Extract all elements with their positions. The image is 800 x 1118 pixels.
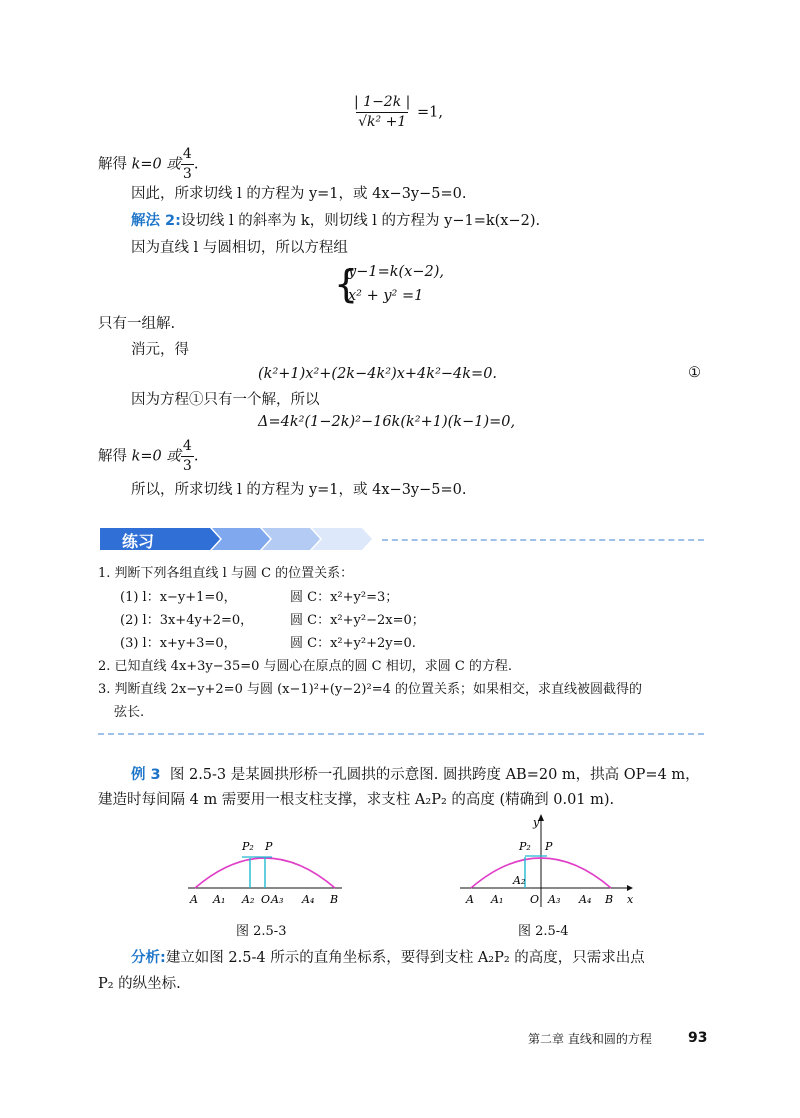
fig1-label-A4: A₄ [302, 893, 315, 906]
solve-end: . [193, 156, 199, 173]
system-eq1: y−1=k(x−2), [348, 264, 444, 280]
since-eq-line: 因为方程①只有一个解，所以 [131, 392, 320, 408]
fig1-label-A1: A₁ [213, 893, 226, 906]
practice-divider-bottom [98, 733, 704, 735]
practice-sub-3-left: (3) l：x+y+3=0， [120, 636, 237, 651]
practice-sub-1-left: (1) l：x−y+1=0， [120, 590, 237, 605]
example3-line2: 建造时每间隔 4 m 需要用一根支柱支撑，求支柱 A₂P₂ 的高度 (精确到 0.01 m). [98, 792, 615, 808]
therefore-line: 因此，所求切线 l 的方程为 y=1，或 4x−3y−5=0. [131, 186, 467, 202]
thus-line: 所以，所求切线 l 的方程为 y=1，或 4x−3y−5=0. [131, 482, 467, 498]
frac2-num: 4 [182, 438, 192, 454]
analysis-line2: P₂ 的纵坐标. [98, 976, 181, 992]
figure-arch-1 [180, 830, 350, 910]
figure2-caption: 图 2.5-4 [518, 924, 569, 939]
practice-sub-2-right: 圆 C：x²+y²−2x=0； [290, 613, 425, 628]
banner-shape-3 [262, 528, 320, 550]
page-number: 93 [688, 1030, 708, 1046]
solve-line-1 [98, 146, 198, 183]
figure1-caption: 图 2.5-3 [236, 924, 287, 939]
fig2-label-O: O [530, 893, 540, 906]
fig2-label-A3: A₃ [548, 893, 561, 906]
frac-num: 4 [182, 146, 192, 162]
main-equation: (k²+1)x²+(2k−4k²)x+4k²−4k=0. [258, 366, 498, 382]
solve-expr: k=0 或 [131, 156, 181, 173]
fig2-label-A2: A₂ [513, 874, 526, 887]
fig2-label-x: x [627, 893, 634, 906]
solve-line-2 [98, 438, 198, 475]
practice-sub-1-right: 圆 C：x²+y²=3； [290, 590, 399, 605]
fig1-label-B: B [330, 893, 339, 906]
fig1-label-P2: P₂ [242, 840, 254, 853]
practice-item-3-cont: 弦长. [114, 705, 145, 720]
fig2-labels [465, 816, 634, 906]
analysis-label: 分析: [131, 950, 166, 966]
fig2-label-A4: A₄ [579, 893, 592, 906]
fig2-label-A: A [466, 893, 474, 906]
equation-system [334, 262, 504, 308]
fig1-label-A3: A₃ [271, 893, 284, 906]
fig1-label-P: P [265, 840, 273, 853]
practice-item-1: 1. 判断下列各组直线 l 与圆 C 的位置关系： [98, 566, 354, 581]
formula-rhs: =1, [416, 104, 443, 121]
frac2-den: 3 [182, 457, 192, 474]
method2-text: 设切线 l 的斜率为 k，则切线 l 的方程为 y−1=k(x−2). [180, 213, 541, 229]
practice-sub-3-right: 圆 C：x²+y²+2y=0. [290, 636, 416, 651]
solve2-end: . [193, 448, 199, 465]
banner-shape-2 [212, 528, 270, 550]
eliminate-line: 消元，得 [131, 342, 189, 358]
fig1-label-A: A [190, 893, 198, 906]
example3-text1: 图 2.5-3 是某圆拱形桥一孔圆拱的示意图. 圆拱跨度 AB=20 m，拱高 OP=4 m， [169, 767, 700, 783]
fig2-label-B: B [605, 893, 614, 906]
fig2-x-arrow [627, 885, 633, 891]
formula-numerator: | 1−2k | [354, 94, 411, 110]
fig2-label-P: P [545, 840, 553, 853]
practice-title: 练习 [122, 532, 155, 551]
example3-label: 例 3 [131, 767, 161, 783]
because-line: 因为直线 l 与圆相切，所以方程组 [131, 240, 348, 256]
equation-marker: ① [688, 365, 701, 381]
fig1-label-O: O [261, 893, 271, 906]
analysis-text1: 建立如图 2.5-4 所示的直角坐标系，要得到支柱 A₂P₂ 的高度，只需求出点 [165, 950, 645, 966]
example3-line1 [131, 767, 700, 784]
practice-divider-top [382, 539, 704, 541]
figure-arch-2 [455, 812, 640, 912]
solve2-expr: k=0 或 [131, 448, 181, 465]
analysis-line1 [131, 950, 645, 967]
banner-shape-1 [100, 528, 220, 550]
practice-sub-2-left: (2) l：3x+4y+2=0， [120, 613, 254, 628]
practice-item-3: 3. 判断直线 2x−y+2=0 与圆 (x−1)²+(y−2)²=4 的位置关系；如果相交，求直线被圆截得的 [98, 682, 643, 697]
method2-line [131, 213, 540, 230]
top-formula [352, 94, 443, 131]
footer-chapter: 第二章 直线和圆的方程 [528, 1032, 652, 1046]
banner-shape-4 [312, 528, 372, 550]
system-eq2: x² + y² =1 [348, 288, 424, 304]
method2-label: 解法 2: [131, 213, 181, 229]
frac-den: 3 [182, 165, 192, 182]
fig2-label-y: y [533, 816, 540, 829]
delta-equation: Δ=4k²(1−2k)²−16k(k²+1)(k−1)=0, [258, 414, 516, 430]
solve-prefix: 解得 [98, 156, 132, 173]
system-brace: { [334, 262, 359, 306]
one-solution-line: 只有一组解. [98, 316, 176, 332]
fig1-label-A2: A₂ [242, 893, 255, 906]
fig2-label-P2: P₂ [519, 840, 531, 853]
solve2-prefix: 解得 [98, 448, 132, 465]
practice-item-2: 2. 已知直线 4x+3y−35=0 与圆心在原点的圆 C 相切，求圆 C 的方程. [98, 659, 513, 674]
formula-denominator: √k² +1 [358, 113, 407, 130]
fig2-label-A1: A₁ [491, 893, 504, 906]
